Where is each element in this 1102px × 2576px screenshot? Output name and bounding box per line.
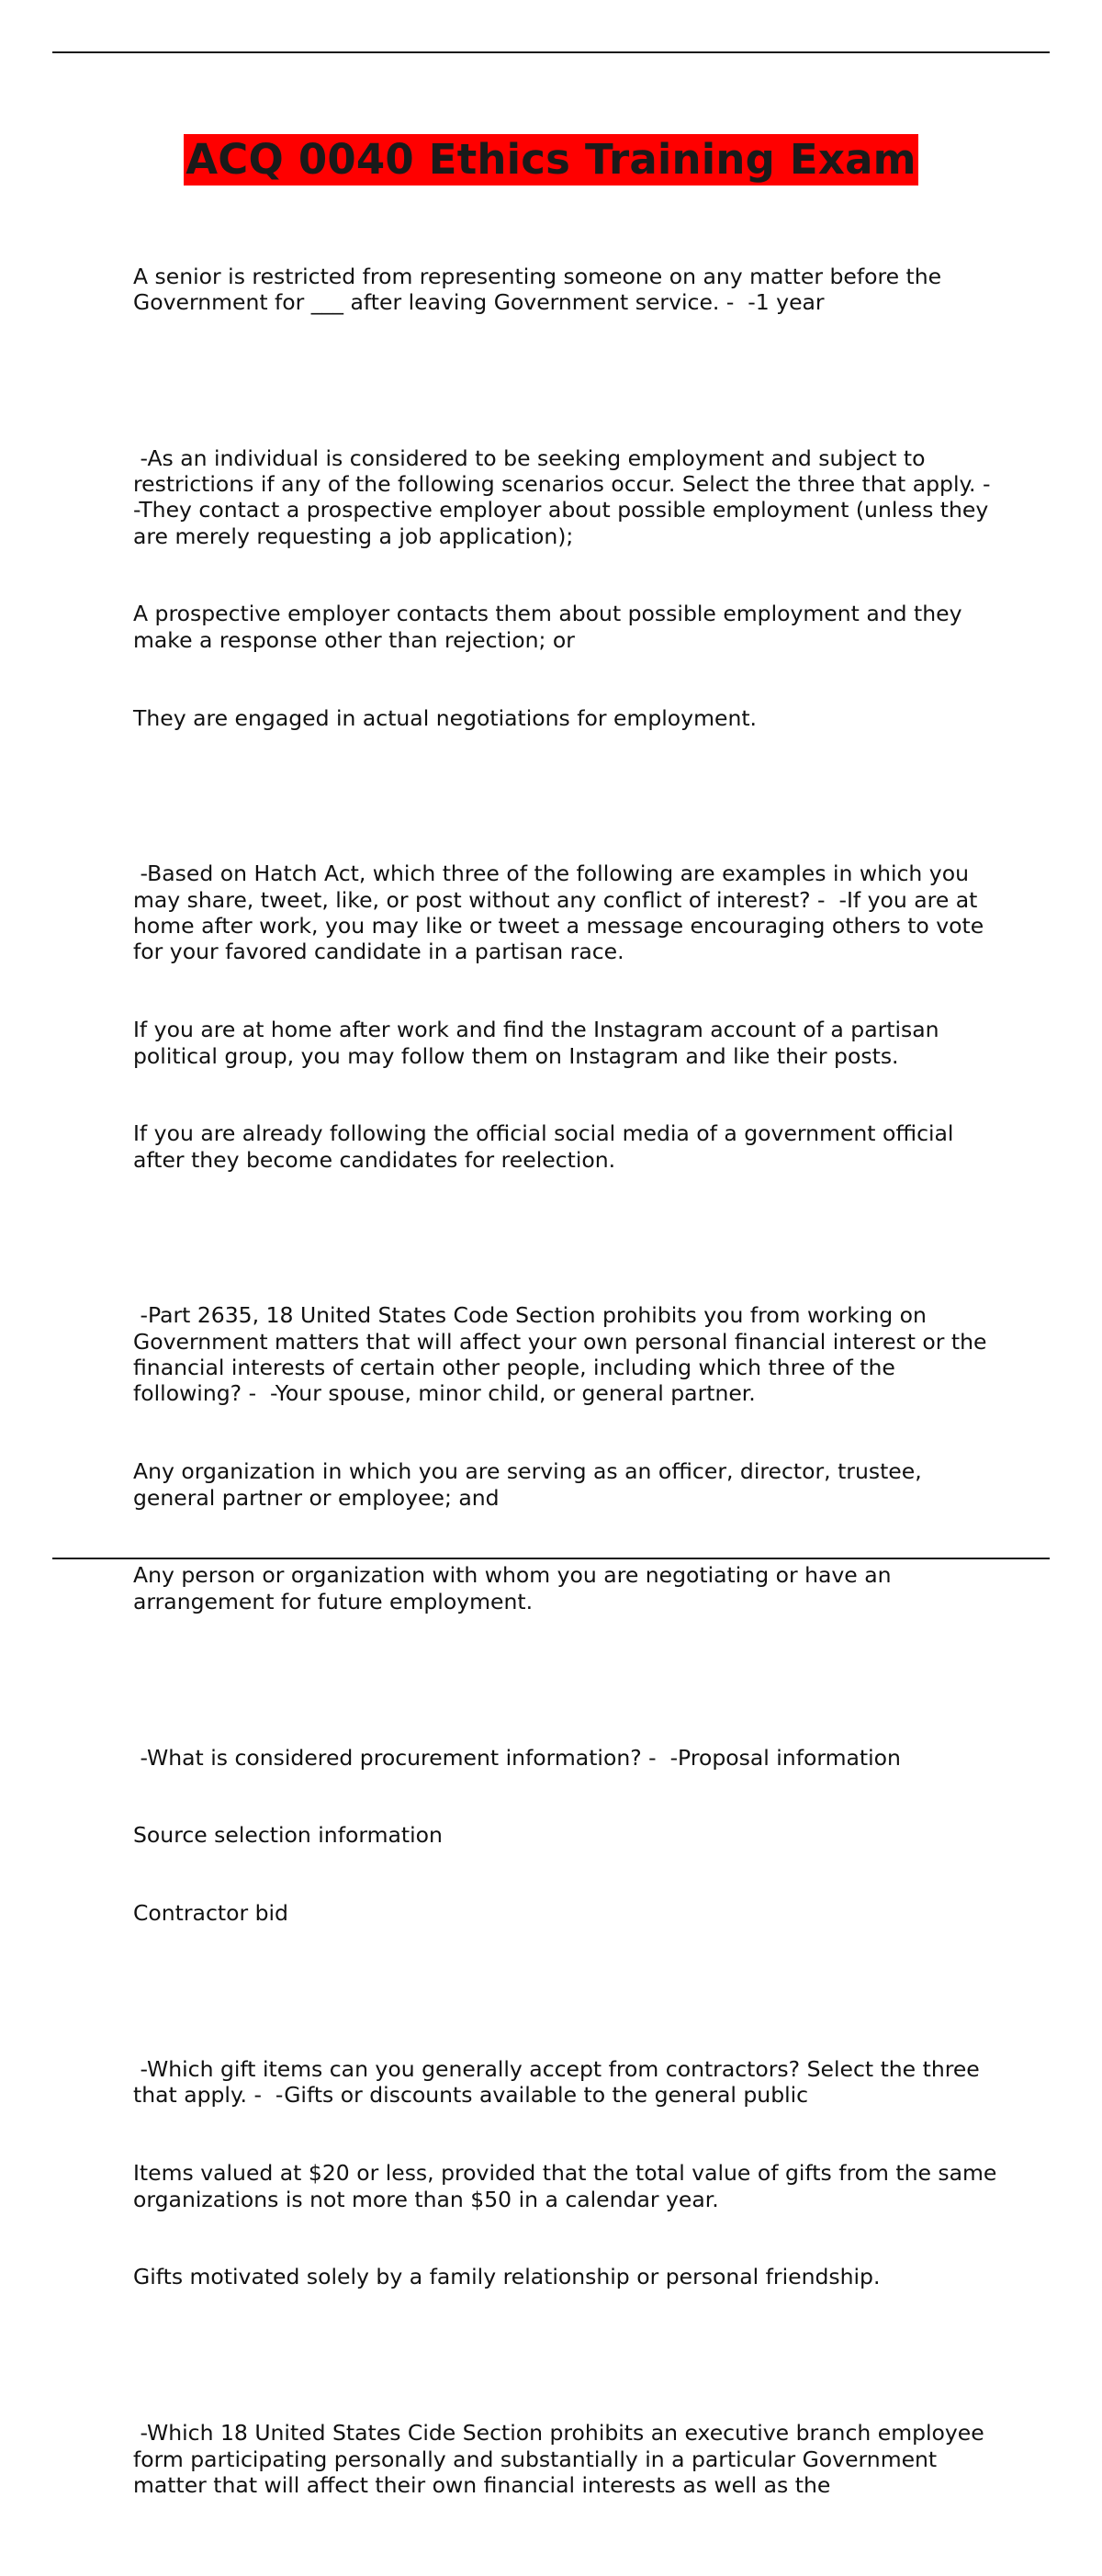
title-container: [0, 134, 1102, 186]
question-block: [133, 2368, 1006, 2550]
document-title: ACQ 0040 Ethics Training Exam: [186, 135, 916, 184]
top-rule: [52, 51, 1050, 53]
bottom-rule: [52, 1558, 1050, 1559]
text-line: -What is considered procurement information? - -Proposal information: [133, 1744, 901, 1771]
text-line: Any person or organization with whom you are negotiating or have an arrangement for future employment.: [133, 1562, 899, 1614]
question-block: [133, 211, 1006, 367]
text-line: -Which gift items can you generally accept from contractors? Select the three that apply. - -Gifts or discounts available to the general public: [133, 2056, 987, 2109]
text-line: Gifts motivated solely by a family relationship or personal friendship.: [133, 2264, 881, 2290]
text-line: -Which 18 United States Cide Section prohibits an executive branch employee form participating personally and substantially in a particular Government matter that will affect their own financial interests as well as the: [133, 2420, 992, 2498]
text-line: Source selection information: [133, 1822, 443, 1849]
text-line: Items valued at $20 or less, provided that the total value of gifts from the same organizations is not more than $50 in a calendar year.: [133, 2160, 1004, 2212]
document-body: [133, 211, 1006, 2576]
question-block: [133, 2004, 1006, 2342]
text-line: A senior is restricted from representing someone on any matter before the Government for ___ after leaving Government service. - -1 year: [133, 263, 949, 315]
text-line: -As an individual is considered to be seeking employment and subject to restrictions if any of the following scenarios occur. Select the three that apply. - -They contact a prospective employer about possible employment (unless they are merely requesting a job application);: [133, 444, 1005, 549]
text-line: -Part 2635, 18 United States Code Section prohibits you from working on Government matters that will affect your own personal financial interest or the financial interests of certain other people, including which three of the following? - -Your spouse, minor child, or general partner.: [133, 1302, 994, 1407]
text-line: If you are already following the official social media of a government official after they become candidates for reelection.: [133, 1120, 961, 1173]
text-line: Any organization in which you are serving as an officer, director, trustee, general partner or employee; and: [133, 1458, 929, 1511]
question-block: [133, 1693, 1006, 1978]
question-block: [133, 1251, 1006, 1667]
text-line: -Based on Hatch Act, which three of the following are examples in which you may share, tweet, like, or post without any conflict of interest? - -If you are at home after work, you may like or tweet a message encouraging others to vote for your favored candidate in a partisan race.: [133, 861, 991, 965]
question-block: [133, 809, 1006, 1225]
question-block: [133, 393, 1006, 782]
text-line: They are engaged in actual negotiations for employment.: [133, 704, 758, 731]
text-line: A prospective employer contacts them about possible employment and they make a response other than rejection; or: [133, 601, 969, 653]
text-line: If you are at home after work and find the Instagram account of a partisan political group, you may follow them on Instagram and like their posts.: [133, 1017, 947, 1069]
text-line: Contractor bid: [133, 1900, 288, 1927]
